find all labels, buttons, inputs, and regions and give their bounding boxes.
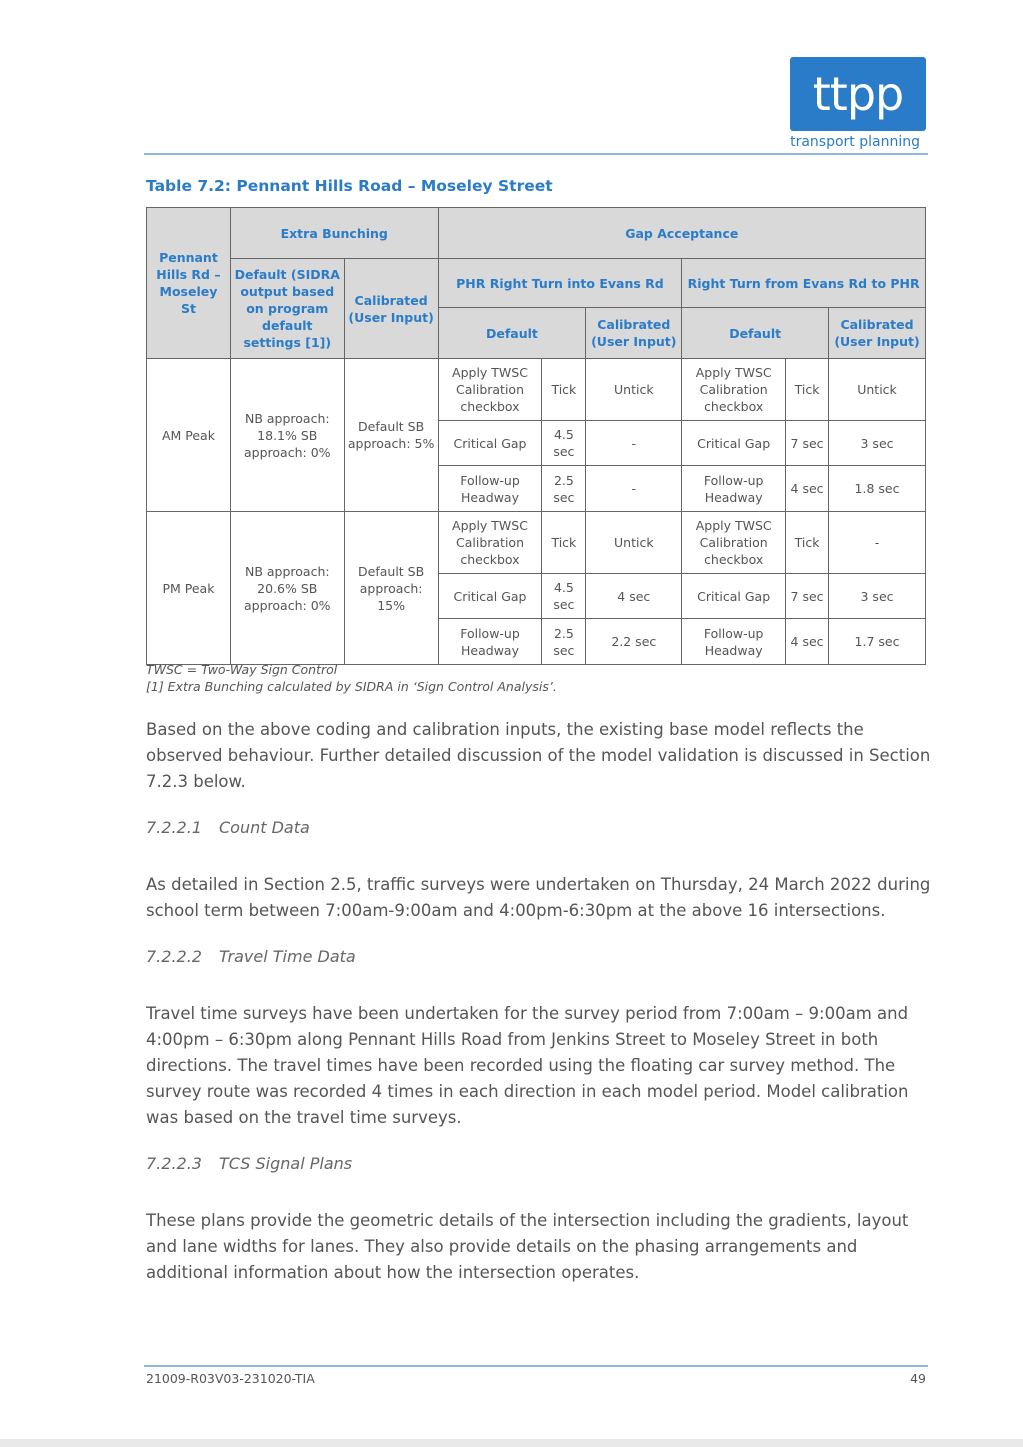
phr-parameter-cell: Follow-up Headway: [438, 466, 542, 512]
phr-default-cell: 4.5 sec: [542, 421, 586, 466]
section-number: 7.2.2.1: [146, 818, 202, 837]
header-phr-right-turn: PHR Right Turn into Evans Rd: [438, 259, 682, 308]
header-default-sidra: Default (SIDRA output based on program default settings [1]): [230, 259, 344, 359]
phr-default-cell: Tick: [542, 512, 586, 574]
table-note: [1] Extra Bunching calculated by SIDRA in ‘Sign Control Analysis’.: [146, 679, 557, 694]
phr-parameter-cell: Critical Gap: [438, 574, 542, 619]
evans-calibrated-cell: -: [829, 512, 926, 574]
phr-calibrated-cell: Untick: [586, 512, 682, 574]
extra-bunching-default-cell: NB approach: 18.1% SB approach: 0%: [230, 359, 344, 512]
phr-default-cell: 2.5 sec: [542, 619, 586, 665]
evans-parameter-cell: Follow-up Headway: [682, 466, 786, 512]
table-notes: [146, 661, 557, 695]
body-paragraph: Travel time surveys have been undertaken for the survey period from 7:00am – 9:00am and 4:00pm – 6:30pm along Pennant Hills Road from Jenkins Street to Moseley Street in both directions. The travel times have been recorded using the floating car survey method. The survey route was recorded 4 times in each direction in each model period. Model calibration was based on the travel time surveys.: [146, 1004, 909, 1127]
evans-default-cell: 4 sec: [786, 466, 829, 512]
phr-parameter-cell: Apply TWSC Calibration checkbox: [438, 512, 542, 574]
header-corner: Pennant Hills Rd – Moseley St: [147, 208, 231, 359]
evans-default-cell: 7 sec: [786, 574, 829, 619]
evans-calibrated-cell: 1.8 sec: [829, 466, 926, 512]
header-calibrated-user: Calibrated (User Input): [344, 259, 438, 359]
phr-default-cell: 4.5 sec: [542, 574, 586, 619]
phr-calibrated-cell: -: [586, 421, 682, 466]
section-heading: [146, 818, 310, 837]
section-number: 7.2.2.3: [146, 1154, 202, 1173]
body-paragraph: As detailed in Section 2.5, traffic surveys were undertaken on Thursday, 24 March 2022 during school term between 7:00am-9:00am and 4:00pm-6:30pm at the above 16 intersections.: [146, 875, 931, 920]
footer-rule: [144, 1365, 928, 1367]
evans-default-cell: Tick: [786, 512, 829, 574]
header-right-turn-evans: Right Turn from Evans Rd to PHR: [682, 259, 926, 308]
body-paragraph: These plans provide the geometric details of the intersection including the gradients, layout and lane widths for lanes. They also provide details on the phasing arrangements and additional information about how the intersection operates.: [146, 1211, 909, 1282]
table-note: TWSC = Two-Way Sign Control: [146, 662, 338, 677]
header-phr-default: Default: [438, 308, 586, 359]
header-extra-bunching: Extra Bunching: [230, 208, 438, 259]
evans-calibrated-cell: 1.7 sec: [829, 619, 926, 665]
evans-calibrated-cell: 3 sec: [829, 421, 926, 466]
page-edge: [0, 1439, 1023, 1447]
evans-calibrated-cell: Untick: [829, 359, 926, 421]
period-cell: AM Peak: [147, 359, 231, 512]
phr-default-cell: 2.5 sec: [542, 466, 586, 512]
header-rule: [144, 153, 928, 155]
evans-parameter-cell: Apply TWSC Calibration checkbox: [682, 512, 786, 574]
extra-bunching-calibrated-cell: Default SB approach: 5%: [344, 359, 438, 512]
section-heading: [146, 947, 356, 966]
evans-default-cell: 7 sec: [786, 421, 829, 466]
evans-calibrated-cell: 3 sec: [829, 574, 926, 619]
header-evans-calibrated: Calibrated (User Input): [829, 308, 926, 359]
section-title: Count Data: [219, 818, 310, 837]
phr-calibrated-cell: Untick: [586, 359, 682, 421]
phr-default-cell: Tick: [542, 359, 586, 421]
page-number: 49: [910, 1371, 926, 1386]
extra-bunching-calibrated-cell: Default SB approach: 15%: [344, 512, 438, 665]
evans-parameter-cell: Follow-up Headway: [682, 619, 786, 665]
phr-parameter-cell: Apply TWSC Calibration checkbox: [438, 359, 542, 421]
evans-parameter-cell: Critical Gap: [682, 421, 786, 466]
calibration-table: [146, 207, 926, 665]
evans-default-cell: Tick: [786, 359, 829, 421]
extra-bunching-default-cell: NB approach: 20.6% SB approach: 0%: [230, 512, 344, 665]
header-gap-acceptance: Gap Acceptance: [438, 208, 925, 259]
period-cell: PM Peak: [147, 512, 231, 665]
phr-calibrated-cell: -: [586, 466, 682, 512]
ttpp-logo: ttpp: [790, 57, 926, 131]
evans-parameter-cell: Apply TWSC Calibration checkbox: [682, 359, 786, 421]
phr-parameter-cell: Critical Gap: [438, 421, 542, 466]
body-paragraph: Based on the above coding and calibration inputs, the existing base model reflects the observed behaviour. Further detailed discussion of the model validation is discussed in Section 7.2.3 below.: [146, 720, 931, 791]
section-title: Travel Time Data: [219, 947, 356, 966]
phr-calibrated-cell: 2.2 sec: [586, 619, 682, 665]
section-title: TCS Signal Plans: [219, 1154, 353, 1173]
logo-tagline: transport planning: [790, 134, 920, 150]
evans-parameter-cell: Critical Gap: [682, 574, 786, 619]
section-number: 7.2.2.2: [146, 947, 202, 966]
header-phr-calibrated: Calibrated (User Input): [586, 308, 682, 359]
table-row: [147, 359, 926, 421]
phr-calibrated-cell: 4 sec: [586, 574, 682, 619]
header-evans-default: Default: [682, 308, 829, 359]
table-title: Table 7.2: Pennant Hills Road – Moseley Street: [146, 177, 553, 195]
document-reference: 21009-R03V03-231020-TIA: [146, 1371, 315, 1386]
evans-default-cell: 4 sec: [786, 619, 829, 665]
section-heading: [146, 1154, 352, 1173]
phr-parameter-cell: Follow-up Headway: [438, 619, 542, 665]
table-row: [147, 512, 926, 574]
